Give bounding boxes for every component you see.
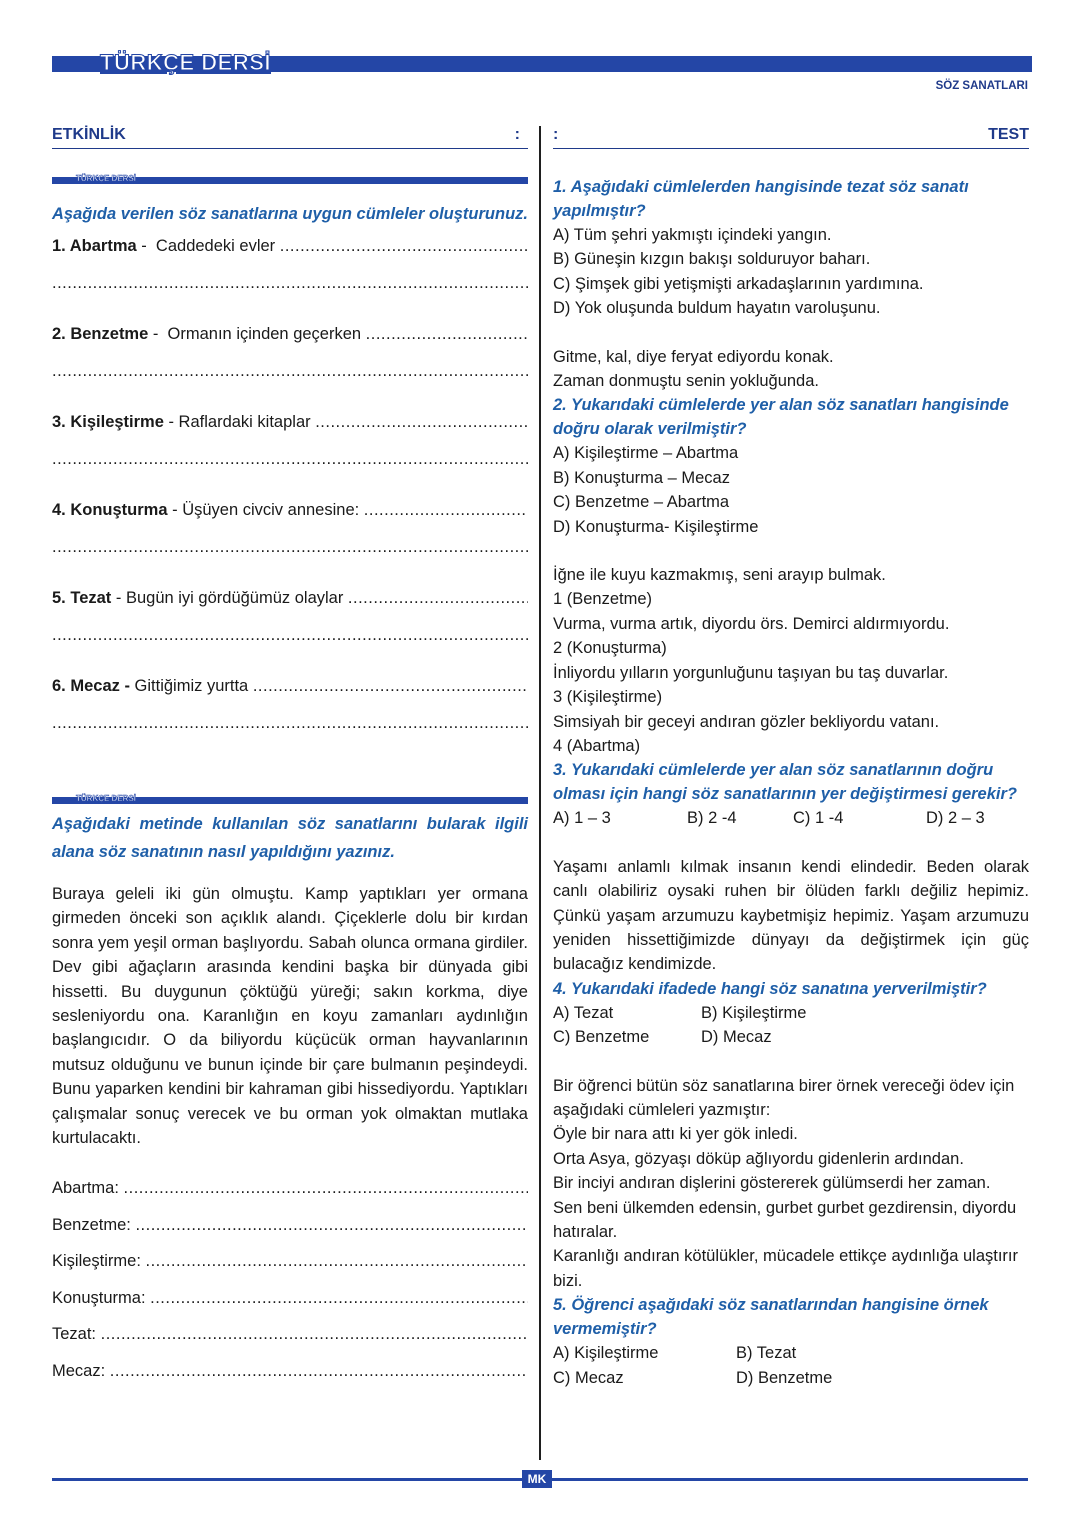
section-tag-bar	[52, 174, 528, 184]
option-b[interactable]: B) Konuşturma – Mecaz	[553, 468, 730, 487]
question-text: 4. Yukarıdaki ifadede hangi söz sanatına yerverilmiştir?	[553, 979, 987, 998]
option-a[interactable]: A) Tüm şehri yakmıştı içindeki yangın.	[553, 226, 832, 244]
context-line: Karanlığı andıran kötülükler, mücadele ettikçe aydınlığa ulaştırır bizi.	[553, 1247, 1019, 1290]
answer-blank[interactable]	[253, 674, 528, 698]
item-text: Gittiğimiz yurtta	[129, 677, 253, 695]
context-line: Zaman donmuştu senin yokluğunda.	[553, 372, 819, 391]
answer-blank[interactable]	[280, 234, 528, 258]
answer-field-konusturma: Konuşturma: .....	[52, 1286, 528, 1310]
item-label: 6. Mecaz -	[52, 677, 130, 695]
option-d[interactable]: D) 2 – 3	[926, 809, 985, 828]
question-1	[553, 175, 1029, 321]
context-line: Sen beni ülkemden edensin, gurbet gurbet gezdirensin, diyordu hatıralar.	[553, 1198, 1017, 1241]
option-b[interactable]: B) Tezat	[736, 1344, 797, 1363]
context-line: Orta Asya, gözyaşı döküp ağlıyordu gidenlerin ardından.	[553, 1149, 964, 1168]
answer-blank[interactable]	[150, 1286, 528, 1310]
answer-blank[interactable]	[135, 1213, 528, 1237]
context-line: 3 (Kişileştirme)	[553, 688, 663, 707]
context-line: İnliyordu yılların yorgunluğunu taşıyan bu taş duvarlar.	[553, 663, 949, 682]
section-tag-label: TÜRKÇE DERSİ	[76, 174, 137, 183]
answer-blank[interactable]	[364, 498, 528, 522]
question-text: 3. Yukarıdaki cümlelerde yer alan söz sanatlarının doğru olması için hangi söz sanatlarının yer değiştirmesi gerekir?	[553, 761, 1017, 804]
context-line: Vurma, vurma artık, diyordu örs. Demirci aldırmıyordu.	[553, 614, 950, 633]
item-text: - Caddedeki evler	[136, 237, 280, 255]
activity2-instruction: Aşağıdaki metinde kullanılan söz sanatlarını bularak ilgili alana söz sanatının nasıl yapıldığını yazınız.	[52, 815, 528, 861]
option-d[interactable]: D) Mecaz	[701, 1028, 772, 1047]
item-label: 2. Benzetme	[52, 325, 149, 343]
question-3	[553, 563, 1029, 831]
answer-field-kisilestirme: Kişileştirme: .....	[52, 1249, 528, 1273]
activity-item	[52, 586, 528, 610]
item-text: - Raflardaki kitaplar	[163, 413, 316, 431]
option-c[interactable]: C) 1 -4	[793, 809, 844, 828]
test-heading	[553, 126, 1029, 149]
option-c[interactable]: C) Benzetme	[553, 1028, 650, 1047]
option-b[interactable]: B) Güneşin kızgın bakışı solduruyor baharı.	[553, 250, 871, 269]
answer-blank[interactable]	[52, 271, 528, 295]
context-passage: Yaşamı anlamlı kılmak insanın kendi elindedir. Beden olarak canlı olabiliriz oysaki ruhen bir ölüden farklı değiliz hepimiz. Çünkü yaşam arzumuzu kaybetmişiz hepimiz. Yaşam arzumuzu yeniden hissettiğimizde dünyayı da değiştirmek için güç bulacağız kendimizde.	[553, 857, 1029, 974]
activity-item	[52, 498, 528, 522]
option-c[interactable]: C) Benzetme – Abartma	[553, 493, 730, 512]
item-text: - Bugün iyi gördüğümüz olaylar	[111, 589, 348, 607]
item-label: 3. Kişileştirme	[52, 413, 164, 431]
context-line: Bir inciyi andıran dişlerini göstererek gülümserdi her zaman.	[553, 1174, 991, 1193]
option-c[interactable]: C) Şimşek gibi yetişmişti arkadaşlarının yardımına.	[553, 274, 924, 293]
answer-blank[interactable]	[124, 1176, 528, 1200]
activity-item	[52, 322, 528, 346]
question-text: 1. Aşağıdaki cümlelerden hangisinde tezat söz sanatı yapılmıştır?	[553, 178, 969, 220]
answer-blank[interactable]	[315, 410, 528, 434]
answer-field-abartma: Abartma: .....	[52, 1176, 528, 1200]
column-divider	[539, 126, 541, 1460]
context-line: Gitme, kal, diye feryat ediyordu konak.	[553, 347, 834, 366]
answer-field-benzetme: Benzetme: .....	[52, 1213, 528, 1237]
activity-item	[52, 234, 528, 258]
answer-blank[interactable]	[366, 322, 528, 346]
options-row	[553, 1025, 1029, 1049]
answer-blank[interactable]	[52, 447, 528, 471]
context-line: Öyle bir nara attı ki yer gök inledi.	[553, 1125, 798, 1144]
activity-item	[52, 674, 528, 698]
option-b[interactable]: B) 2 -4	[687, 809, 737, 828]
option-a[interactable]: A) Kişileştirme – Abartma	[553, 444, 739, 463]
option-a[interactable]: A) Kişileştirme	[553, 1344, 659, 1363]
header-title: TÜRKÇE DERSİ	[100, 50, 272, 75]
answer-blank[interactable]	[101, 1322, 528, 1346]
etkinlik-heading-label: ETKİNLİK	[52, 126, 126, 143]
answer-blank[interactable]	[52, 711, 528, 735]
item-text: - Üşüyen civciv annesine:	[167, 501, 364, 519]
option-a[interactable]: A) 1 – 3	[553, 809, 611, 828]
question-2	[553, 345, 1029, 539]
activity-item	[52, 410, 528, 434]
context-line: Simsiyah bir geceyi andıran gözler bekliyordu vatanı.	[553, 712, 940, 731]
section-tag-bar	[52, 794, 528, 804]
options-row	[553, 1366, 1029, 1390]
option-d[interactable]: D) Konuşturma- Kişileştirme	[553, 517, 759, 536]
context-line: 4 (Abartma)	[553, 736, 641, 755]
context-line: İğne ile kuyu kazmakmış, seni arayıp bulmak.	[553, 566, 886, 585]
footer-logo: MK	[522, 1470, 552, 1488]
answer-blank[interactable]	[52, 535, 528, 559]
header-topic: SÖZ SANATLARI	[935, 80, 1028, 92]
question-text: 5. Öğrenci aşağıdaki söz sanatlarından hangisine örnek vermemiştir?	[553, 1296, 989, 1339]
option-d[interactable]: D) Benzetme	[736, 1368, 833, 1387]
option-b[interactable]: B) Kişileştirme	[701, 1003, 807, 1022]
etkinlik-heading	[52, 126, 528, 149]
options-row	[553, 806, 1029, 830]
answer-blank[interactable]	[348, 586, 528, 610]
test-heading-colon: :	[553, 126, 559, 143]
etkinlik-heading-colon: :	[514, 126, 520, 143]
right-column	[553, 126, 1029, 1390]
item-label: 4. Konuşturma	[52, 501, 168, 519]
item-text: - Ormanın içinden geçerken	[148, 325, 366, 343]
question-text: 2. Yukarıdaki cümlelerde yer alan söz sanatları hangisinde doğru olarak verilmiştir?	[553, 396, 1009, 439]
option-a[interactable]: A) Tezat	[553, 1003, 614, 1022]
activity2-fields	[52, 1176, 528, 1383]
option-d[interactable]: D) Yok oluşunda buldum hayatın varoluşunu.	[553, 299, 881, 318]
test-heading-label: TEST	[988, 126, 1029, 143]
answer-blank[interactable]	[52, 359, 528, 383]
answer-blank[interactable]	[146, 1249, 528, 1273]
section-tag-label: TÜRKÇE DERSİ	[76, 794, 137, 803]
question-4	[553, 855, 1029, 1050]
answer-blank[interactable]	[110, 1359, 528, 1383]
answer-field-tezat: Tezat: .....	[52, 1322, 528, 1346]
options-row	[553, 1341, 1029, 1365]
left-column	[52, 126, 528, 1383]
activity1-instruction: Aşağıda verilen söz sanatlarına uygun cümleler oluşturunuz.	[52, 205, 528, 223]
options-row	[553, 1001, 1029, 1025]
answer-field-mecaz: Mecaz: .....	[52, 1359, 528, 1383]
question-5	[553, 1074, 1029, 1390]
activity1-items	[52, 234, 528, 735]
context-line: 2 (Konuşturma)	[553, 639, 667, 658]
option-c[interactable]: C) Mecaz	[553, 1368, 624, 1387]
answer-blank[interactable]	[52, 623, 528, 647]
item-label: 1. Abartma	[52, 237, 137, 255]
context-intro: Bir öğrenci bütün söz sanatlarına birer örnek vereceği ödev için aşağıdaki cümleleri yazmıştır:	[553, 1076, 1015, 1119]
item-label: 5. Tezat	[52, 589, 112, 607]
activity2-passage: Buraya geleli iki gün olmuştu. Kamp yaptıkları yer ormana girmeden önceki son açıklık alandı. Çiçeklerle dolu bir kırdan sonra yem yeşil orman başlıyordu. Sabah olunca ormana girdiler. Dev gibi ağaçların arasında kendini başka bir dünyada gibi hissetti. Bu duygunun çöktüğü yüreği; sakın korkma, diye sesleniyordu ona. Karanlığın en koyu zamanları aydınlığın başlangıcıdır. O da biliyordu küçücük orman hayvanlarının mutsuz olduğunu ve bunun içinde bir çare bulmanın peşindeydi. Bunu yaparken kendini bir kahraman gibi hissediyordu. Yaptıkları çalışmalar sonuç verecek ve bu orman yok olmaktan mutlaka kurtulacaktı.	[52, 885, 528, 1148]
context-line: 1 (Benzetme)	[553, 590, 653, 609]
